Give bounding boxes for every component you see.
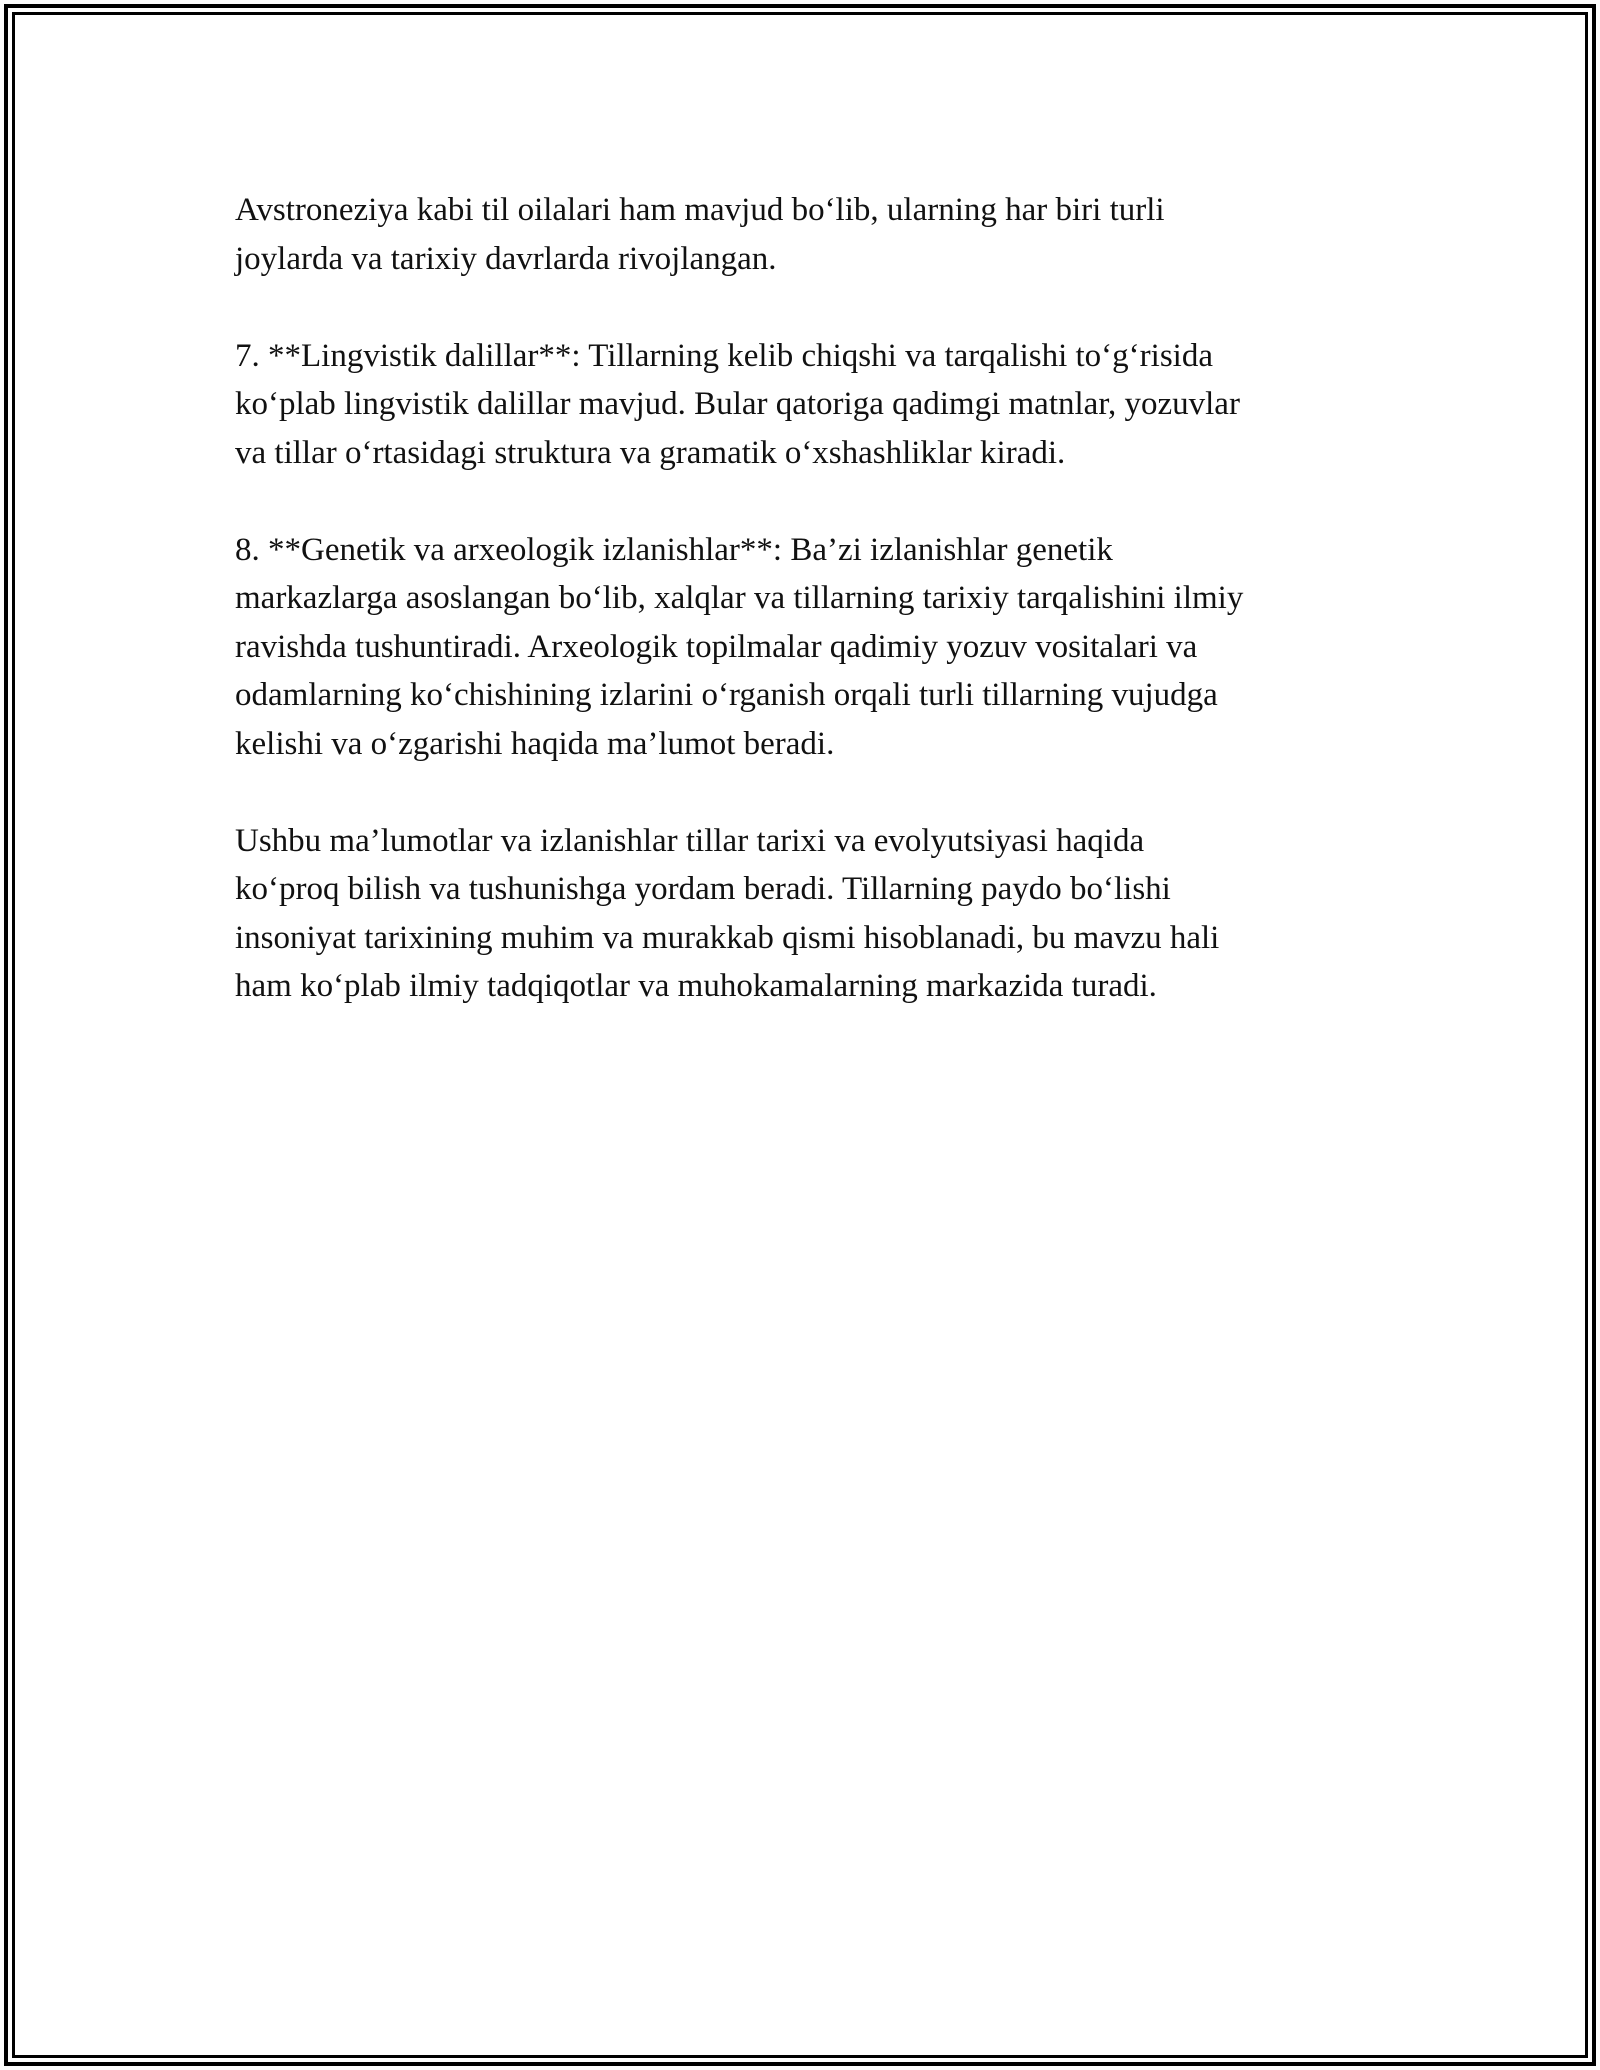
text-line: va tillar o‘rtasidagi struktura va gramatik o‘xshashliklar kiradi. (235, 434, 1066, 471)
text-line: ham ko‘plab ilmiy tadqiqotlar va muhokamalarning markazida turadi. (235, 968, 1157, 1004)
text-line: 8. **Genetik va arxeologik izlanishlar**: Ba’zi izlanishlar genetik (235, 531, 1113, 568)
paragraph-conclusion (235, 817, 1375, 1011)
text-line: joylarda va tarixiy davrlarda rivojlangan. (235, 240, 777, 277)
text-line: kelishi va o‘zgarishi haqida ma’lumot beradi. (235, 725, 835, 762)
text-line: ko‘proq bilish va tushunishga yordam beradi. Tillarning paydo bo‘lishi (235, 871, 1171, 907)
text-line: 7. **Lingvistik dalillar**: Tillarning kelib chiqshi va tarqalishi to‘g‘risida (235, 337, 1213, 374)
paragraph-genetic-archaeological (235, 526, 1375, 769)
text-line: ko‘plab lingvistik dalillar mavjud. Bular qatoriga qadimgi matnlar, yozuvlar (235, 386, 1240, 422)
paragraph-linguistic-evidence (235, 332, 1375, 478)
text-line: insoniyat tarixining muhim va murakkab qismi hisoblanadi, bu mavzu hali (235, 919, 1220, 956)
text-line: odamlarning ko‘chishining izlarini o‘rganish orqali turli tillarning vujudga (235, 677, 1218, 713)
text-line: Avstroneziya kabi til oilalari ham mavjud bo‘lib, ularning har biri turli (235, 192, 1165, 228)
paragraph-intro (235, 186, 1375, 283)
text-line: markazlarga asoslangan bo‘lib, xalqlar va tillarning tarixiy tarqalishini ilmiy (235, 580, 1244, 616)
document-body (235, 186, 1375, 1059)
text-line: Ushbu ma’lumotlar va izlanishlar tillar tarixi va evolyutsiyasi haqida (235, 822, 1145, 859)
text-line: ravishda tushuntiradi. Arxeologik topilmalar qadimiy yozuv vositalari va (235, 628, 1198, 665)
